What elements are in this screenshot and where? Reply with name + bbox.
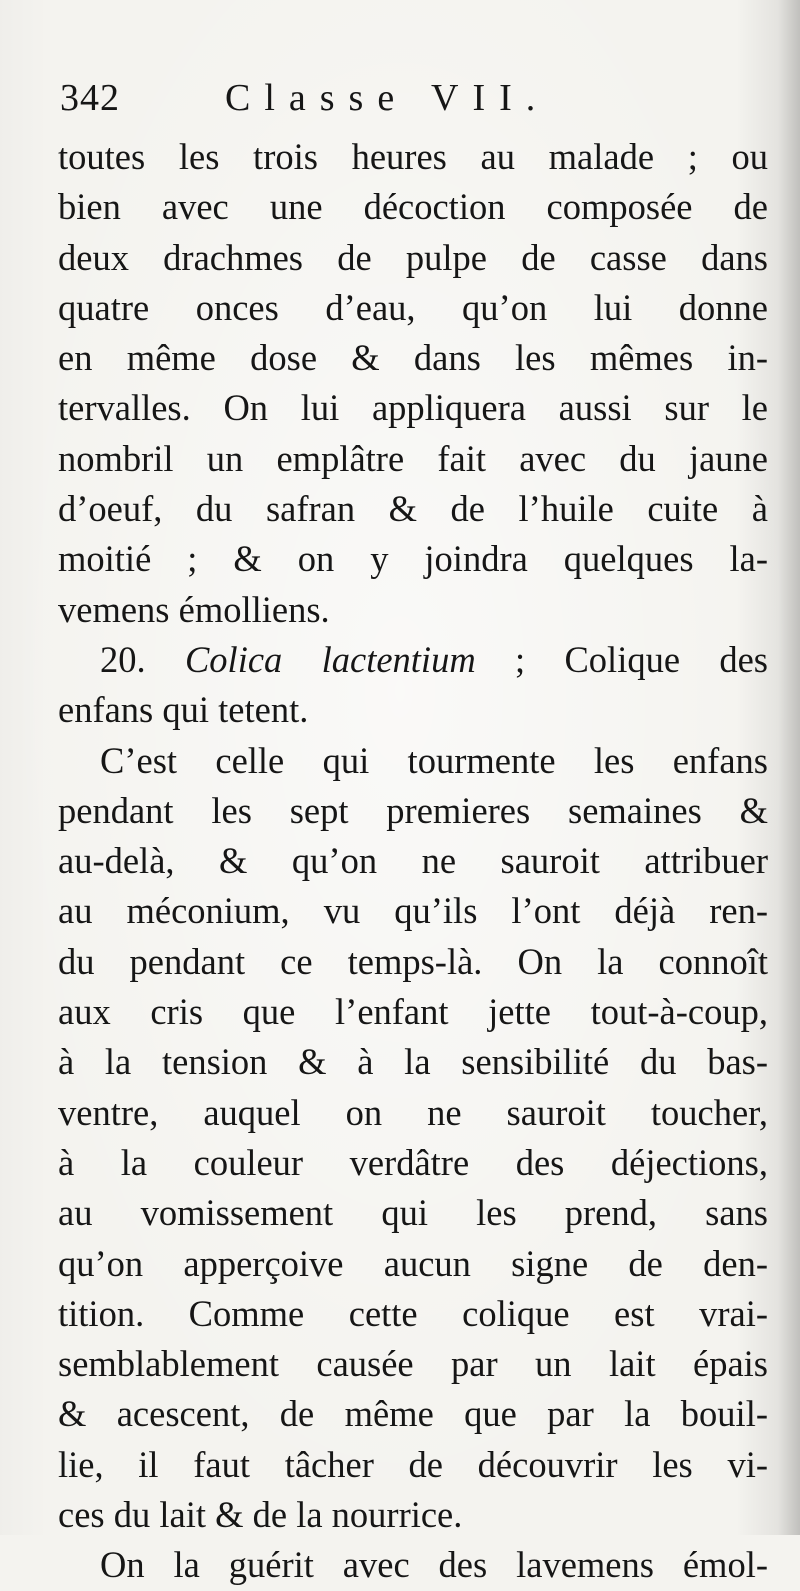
text-line: vemens émolliens.: [58, 588, 330, 630]
text-line: & acescent, de même que par la bouil-: [58, 1393, 768, 1435]
text-line: pendant les sept premieres semaines &: [58, 789, 768, 831]
text-line: aux cris que l’enfant jette tout-à-coup,: [58, 991, 768, 1033]
text-line: ventre, auquel on ne sauroit toucher,: [58, 1091, 768, 1133]
text-line: au-delà, & qu’on ne sauroit attribuer: [58, 840, 768, 882]
text-line: bien avec une décoction composée de: [58, 186, 768, 228]
page-header: [60, 70, 760, 130]
body-text: [58, 132, 768, 1591]
text-line: tition. Comme cette colique est vrai-: [58, 1292, 768, 1334]
text-line: d’oeuf, du safran & de l’huile cuite à: [58, 488, 768, 530]
text-line: tervalles. On lui appliquera aussi sur le: [58, 387, 768, 429]
text-line: enfans qui tetent.: [58, 689, 309, 731]
section-number: 20.: [100, 638, 146, 680]
text-line: On la guérit avec des lavemens émol-: [100, 1544, 768, 1586]
text-line: quatre onces d’eau, qu’on lui donne: [58, 286, 768, 328]
text-line: ces du lait & de la nourrice.: [58, 1494, 463, 1536]
running-head: Classe VII.: [225, 77, 550, 119]
text-line: C’est celle qui tourmente les enfans: [100, 739, 768, 781]
text-line: à la tension & à la sensibilité du bas-: [58, 1041, 768, 1083]
text-line: nombril un emplâtre fait avec du jaune: [58, 437, 768, 479]
latin-term: Colica lactentium: [184, 638, 476, 680]
text-line: semblablement causée par un lait épais: [58, 1343, 768, 1385]
section-heading-line: [58, 635, 768, 685]
french-term: ; Colique des: [475, 638, 769, 680]
text-line: en même dose & dans les mêmes in-: [58, 337, 768, 379]
text-line: au vomissement qui les prend, sans: [58, 1192, 768, 1234]
text-line: toutes les trois heures au malade ; ou: [58, 136, 768, 177]
page-gutter-shadow: [778, 0, 800, 1535]
page-number: 342: [60, 77, 120, 119]
text-line: à la couleur verdâtre des déjections,: [58, 1141, 768, 1183]
text-line: du pendant ce temps-là. On la connoît: [58, 940, 768, 982]
text-line: deux drachmes de pulpe de casse dans: [58, 236, 768, 278]
text-line: moitié ; & on y joindra quelques la-: [58, 538, 768, 580]
text-line: qu’on apperçoive aucun signe de den-: [58, 1242, 768, 1284]
text-line: lie, il faut tâcher de découvrir les vi-: [58, 1443, 768, 1485]
text-line: au méconium, vu qu’ils l’ont déjà ren-: [58, 890, 768, 932]
